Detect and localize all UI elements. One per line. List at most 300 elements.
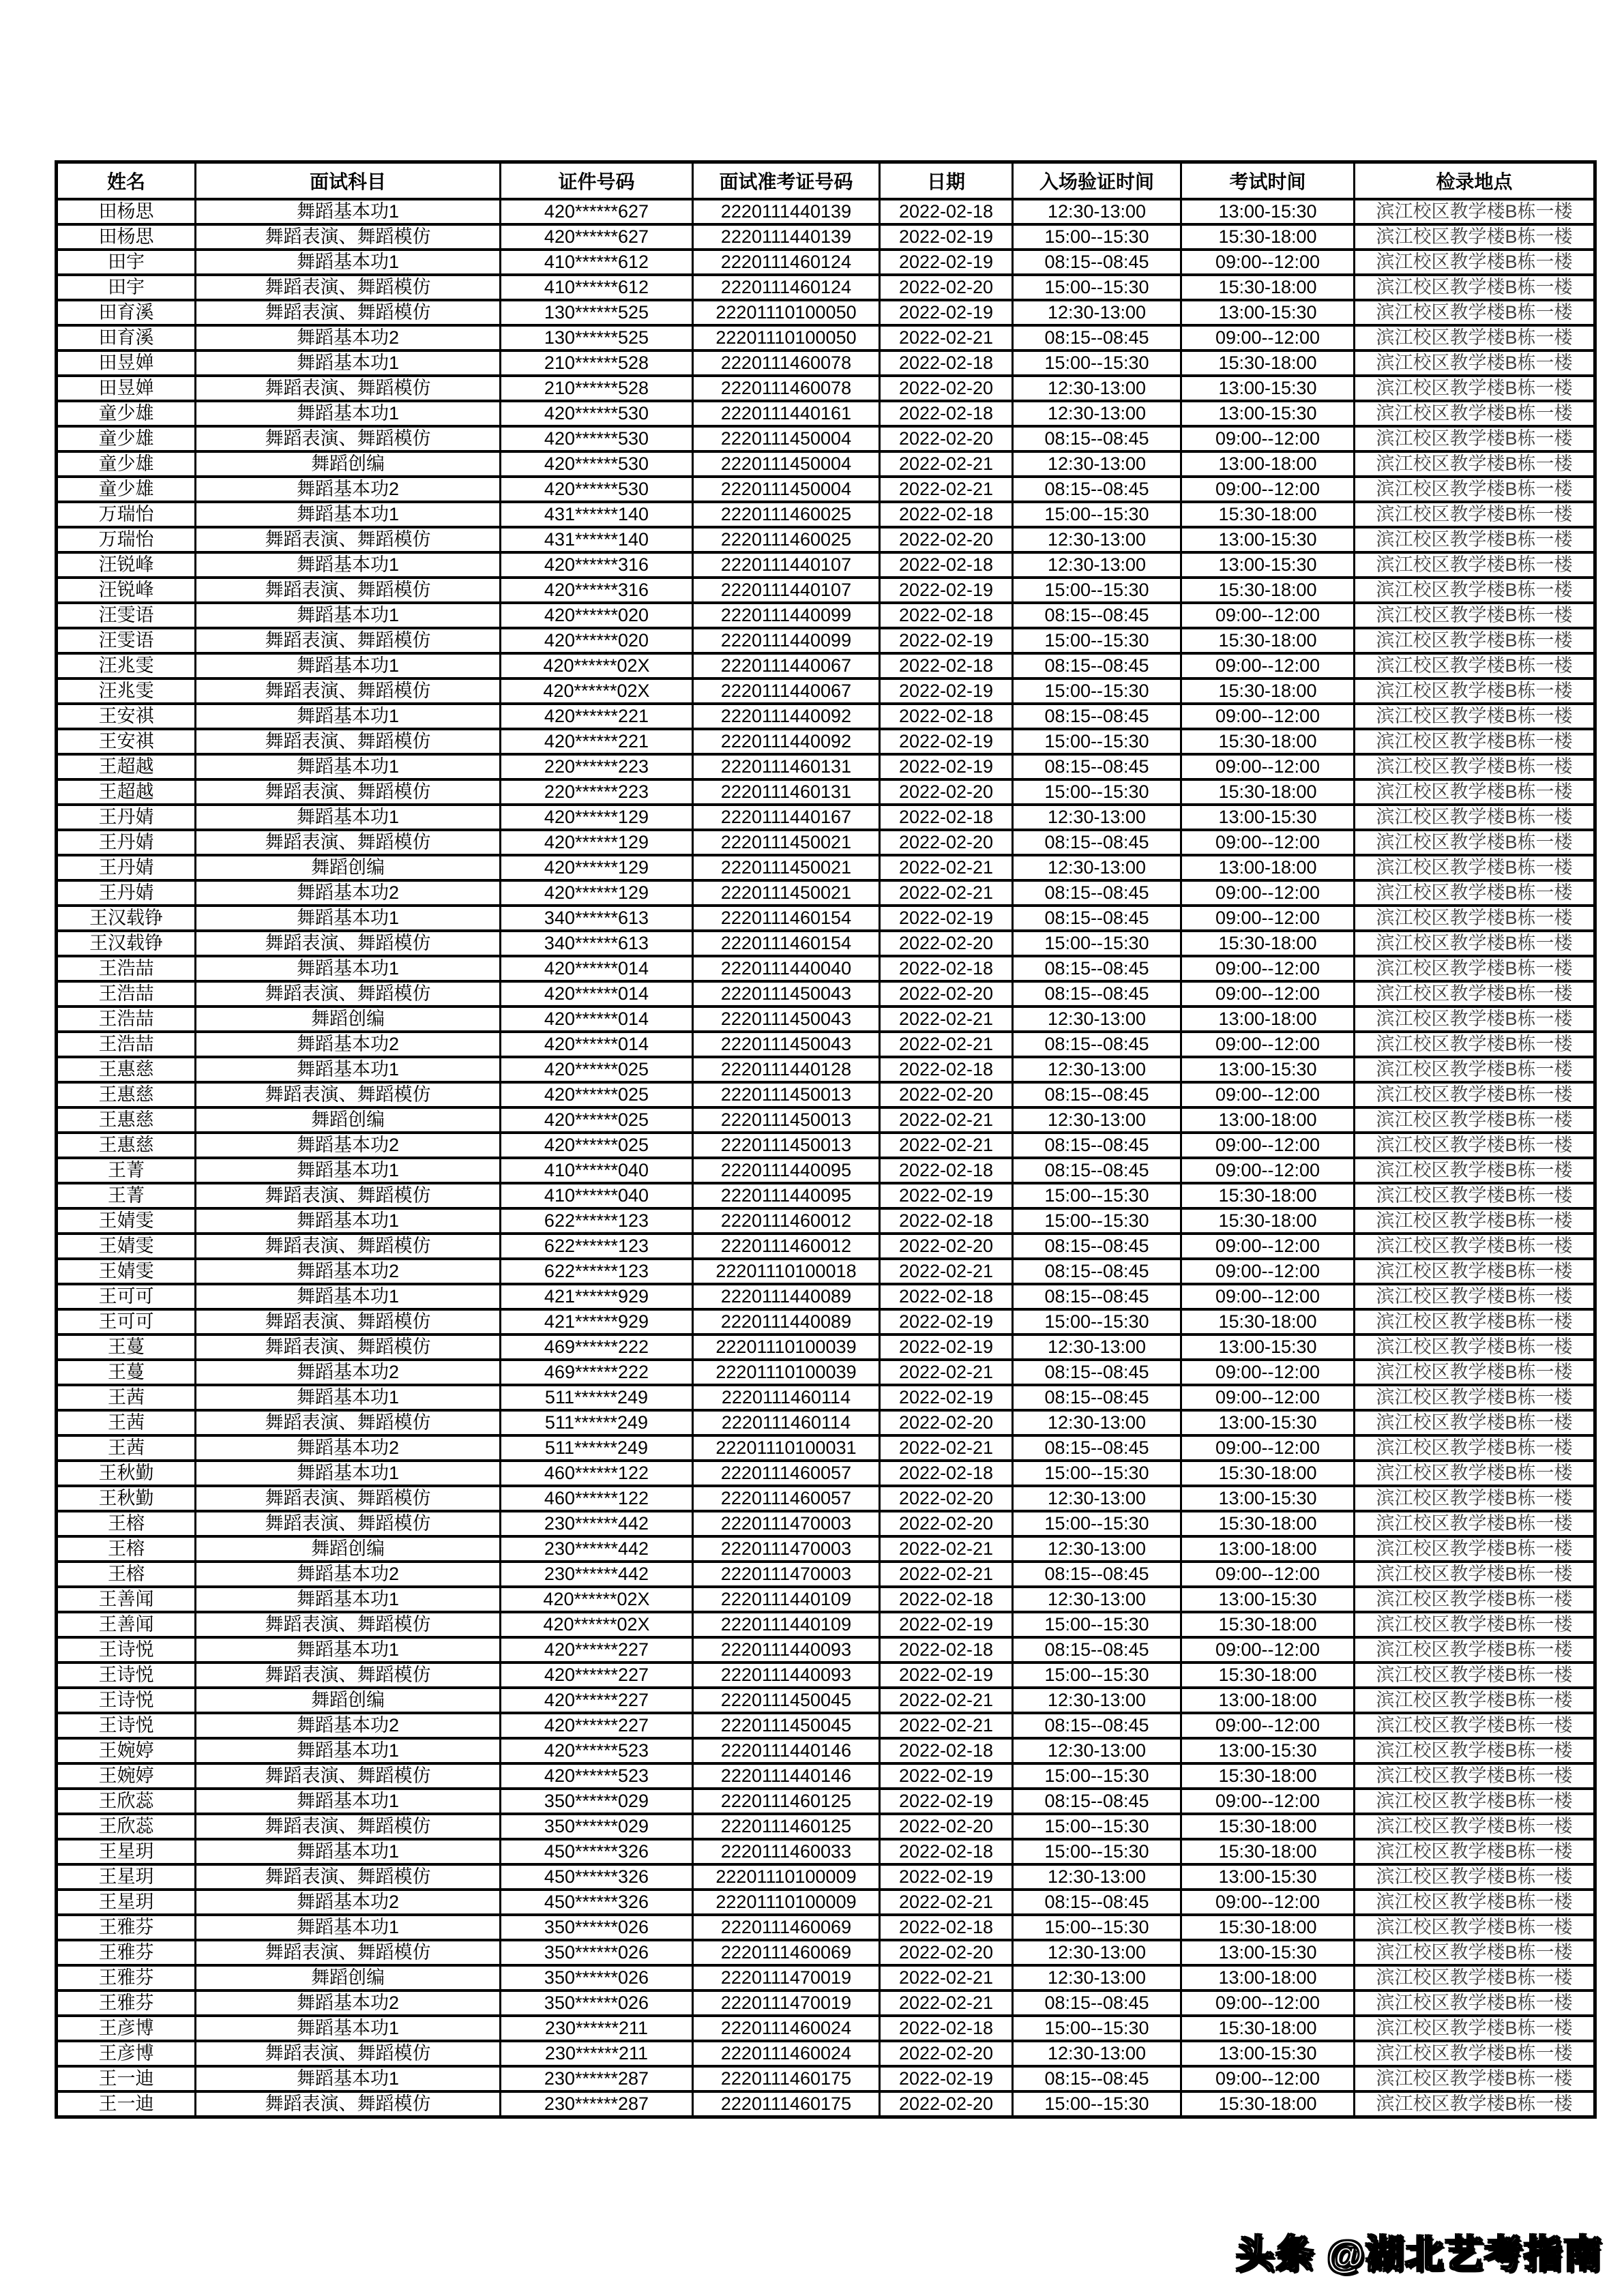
cell-location: 滨江校区教学楼B栋一楼 (1355, 224, 1595, 250)
cell-exam_time: 15:30-18:00 (1181, 275, 1355, 300)
cell-subject: 舞蹈基本功1 (196, 1839, 501, 1864)
cell-name: 王超越 (57, 754, 196, 779)
table-row (57, 1486, 1595, 1511)
cell-name: 万瑞怡 (57, 527, 196, 552)
cell-subject: 舞蹈基本功2 (196, 1991, 501, 2016)
cell-subject: 舞蹈表演、舞蹈模仿 (196, 1335, 501, 1360)
cell-name: 王浩喆 (57, 956, 196, 981)
cell-exam_time: 13:00-15:30 (1181, 527, 1355, 552)
cell-id_number: 420******014 (501, 1007, 693, 1032)
cell-exam_time: 15:30-18:00 (1181, 1612, 1355, 1637)
cell-entry_time: 08:15--08:45 (1013, 1562, 1181, 1587)
cell-exam_time: 15:30-18:00 (1181, 931, 1355, 956)
cell-subject: 舞蹈基本功1 (196, 351, 501, 376)
cell-exam_time: 09:00--12:00 (1181, 1713, 1355, 1738)
table-row (57, 1360, 1595, 1385)
cell-exam_time: 13:00-18:00 (1181, 1107, 1355, 1133)
cell-exam_time: 09:00--12:00 (1181, 880, 1355, 906)
cell-ticket_number: 2220111450013 (693, 1107, 880, 1133)
cell-exam_time: 13:00-18:00 (1181, 451, 1355, 477)
cell-subject: 舞蹈表演、舞蹈模仿 (196, 1183, 501, 1208)
cell-name: 童少雄 (57, 401, 196, 426)
table-row (57, 1284, 1595, 1309)
cell-entry_time: 15:00--15:30 (1013, 502, 1181, 527)
cell-name: 王安祺 (57, 704, 196, 729)
cell-id_number: 420******316 (501, 552, 693, 578)
cell-subject: 舞蹈基本功1 (196, 704, 501, 729)
cell-ticket_number: 2220111440093 (693, 1637, 880, 1663)
cell-ticket_number: 22201110100009 (693, 1864, 880, 1890)
cell-location: 滨江校区教学楼B栋一楼 (1355, 351, 1595, 376)
cell-subject: 舞蹈基本功1 (196, 1789, 501, 1814)
cell-ticket_number: 2220111460033 (693, 1839, 880, 1864)
cell-name: 王诗悦 (57, 1637, 196, 1663)
cell-ticket_number: 2220111460078 (693, 351, 880, 376)
cell-subject: 舞蹈基本功1 (196, 1587, 501, 1612)
cell-subject: 舞蹈基本功1 (196, 250, 501, 275)
cell-ticket_number: 2220111440107 (693, 578, 880, 603)
cell-ticket_number: 22201110100009 (693, 1890, 880, 1915)
cell-subject: 舞蹈表演、舞蹈模仿 (196, 1082, 501, 1107)
table-row (57, 1511, 1595, 1536)
exam-schedule-table (55, 160, 1597, 2119)
cell-subject: 舞蹈基本功1 (196, 805, 501, 830)
cell-date: 2022-02-19 (880, 1385, 1013, 1410)
table-row (57, 1890, 1595, 1915)
table-row (57, 956, 1595, 981)
cell-location: 滨江校区教学楼B栋一楼 (1355, 1208, 1595, 1234)
table-row (57, 1688, 1595, 1713)
cell-entry_time: 12:30-13:00 (1013, 1864, 1181, 1890)
cell-ticket_number: 2220111450021 (693, 830, 880, 855)
cell-location: 滨江校区教学楼B栋一楼 (1355, 1839, 1595, 1864)
cell-name: 王一迪 (57, 2091, 196, 2117)
cell-exam_time: 09:00--12:00 (1181, 1789, 1355, 1814)
cell-entry_time: 15:00--15:30 (1013, 224, 1181, 250)
cell-entry_time: 12:30-13:00 (1013, 1486, 1181, 1511)
table-row (57, 1335, 1595, 1360)
cell-location: 滨江校区教学楼B栋一楼 (1355, 1234, 1595, 1259)
cell-date: 2022-02-21 (880, 1688, 1013, 1713)
table-row (57, 2091, 1595, 2117)
cell-name: 童少雄 (57, 477, 196, 502)
cell-date: 2022-02-19 (880, 1789, 1013, 1814)
cell-date: 2022-02-20 (880, 931, 1013, 956)
table-body (57, 199, 1595, 2117)
cell-location: 滨江校区教学楼B栋一楼 (1355, 1107, 1595, 1133)
cell-id_number: 420******227 (501, 1688, 693, 1713)
cell-subject: 舞蹈表演、舞蹈模仿 (196, 1309, 501, 1335)
cell-name: 田育溪 (57, 300, 196, 325)
cell-name: 田宇 (57, 250, 196, 275)
cell-id_number: 511******249 (501, 1385, 693, 1410)
cell-date: 2022-02-21 (880, 1259, 1013, 1284)
cell-entry_time: 08:15--08:45 (1013, 880, 1181, 906)
cell-entry_time: 12:30-13:00 (1013, 552, 1181, 578)
cell-location: 滨江校区教学楼B栋一楼 (1355, 477, 1595, 502)
table-row (57, 552, 1595, 578)
cell-date: 2022-02-20 (880, 2041, 1013, 2066)
cell-date: 2022-02-21 (880, 1713, 1013, 1738)
cell-name: 王婉婷 (57, 1738, 196, 1763)
cell-exam_time: 09:00--12:00 (1181, 704, 1355, 729)
cell-exam_time: 09:00--12:00 (1181, 1435, 1355, 1461)
cell-ticket_number: 2220111460012 (693, 1208, 880, 1234)
cell-name: 王雅芬 (57, 1915, 196, 1940)
cell-exam_time: 15:30-18:00 (1181, 679, 1355, 704)
cell-location: 滨江校区教学楼B栋一楼 (1355, 401, 1595, 426)
cell-name: 王浩喆 (57, 1032, 196, 1057)
cell-exam_time: 13:00-15:30 (1181, 1864, 1355, 1890)
cell-id_number: 420******129 (501, 880, 693, 906)
cell-entry_time: 15:00--15:30 (1013, 1663, 1181, 1688)
cell-id_number: 230******211 (501, 2016, 693, 2041)
cell-id_number: 420******523 (501, 1763, 693, 1789)
cell-id_number: 622******123 (501, 1208, 693, 1234)
cell-subject: 舞蹈表演、舞蹈模仿 (196, 1511, 501, 1536)
cell-exam_time: 13:00-18:00 (1181, 1688, 1355, 1713)
cell-date: 2022-02-18 (880, 401, 1013, 426)
cell-location: 滨江校区教学楼B栋一楼 (1355, 552, 1595, 578)
cell-location: 滨江校区教学楼B栋一楼 (1355, 1612, 1595, 1637)
cell-subject: 舞蹈基本功2 (196, 880, 501, 906)
cell-location: 滨江校区教学楼B栋一楼 (1355, 1688, 1595, 1713)
cell-ticket_number: 2220111440146 (693, 1738, 880, 1763)
cell-subject: 舞蹈创编 (196, 1688, 501, 1713)
cell-id_number: 420******530 (501, 401, 693, 426)
cell-id_number: 350******026 (501, 1965, 693, 1991)
table-row (57, 527, 1595, 552)
cell-ticket_number: 2220111440092 (693, 704, 880, 729)
cell-subject: 舞蹈表演、舞蹈模仿 (196, 1663, 501, 1688)
cell-exam_time: 15:30-18:00 (1181, 502, 1355, 527)
cell-ticket_number: 2220111450043 (693, 981, 880, 1007)
table-row (57, 1991, 1595, 2016)
cell-exam_time: 15:30-18:00 (1181, 1208, 1355, 1234)
cell-entry_time: 08:15--08:45 (1013, 956, 1181, 981)
cell-location: 滨江校区教学楼B栋一楼 (1355, 1082, 1595, 1107)
cell-location: 滨江校区教学楼B栋一楼 (1355, 199, 1595, 224)
cell-name: 王彦博 (57, 2041, 196, 2066)
cell-entry_time: 08:15--08:45 (1013, 1360, 1181, 1385)
table-row (57, 351, 1595, 376)
cell-location: 滨江校区教学楼B栋一楼 (1355, 956, 1595, 981)
cell-date: 2022-02-18 (880, 1208, 1013, 1234)
table-row (57, 729, 1595, 754)
cell-date: 2022-02-20 (880, 275, 1013, 300)
cell-entry_time: 15:00--15:30 (1013, 1309, 1181, 1335)
cell-ticket_number: 2220111460175 (693, 2066, 880, 2091)
cell-subject: 舞蹈创编 (196, 1107, 501, 1133)
table-row (57, 426, 1595, 451)
cell-name: 王可可 (57, 1309, 196, 1335)
cell-date: 2022-02-19 (880, 628, 1013, 653)
cell-name: 汪雯语 (57, 628, 196, 653)
cell-id_number: 420******02X (501, 653, 693, 679)
table-row (57, 1309, 1595, 1335)
cell-entry_time: 12:30-13:00 (1013, 1688, 1181, 1713)
cell-ticket_number: 2220111460025 (693, 527, 880, 552)
cell-date: 2022-02-21 (880, 1536, 1013, 1562)
cell-ticket_number: 2220111460124 (693, 275, 880, 300)
cell-location: 滨江校区教学楼B栋一楼 (1355, 1637, 1595, 1663)
cell-entry_time: 12:30-13:00 (1013, 1738, 1181, 1763)
cell-name: 王婧雯 (57, 1234, 196, 1259)
cell-entry_time: 08:15--08:45 (1013, 1158, 1181, 1183)
cell-ticket_number: 22201110100031 (693, 1435, 880, 1461)
table-row (57, 1814, 1595, 1839)
cell-ticket_number: 2220111470019 (693, 1991, 880, 2016)
cell-location: 滨江校区教学楼B栋一楼 (1355, 2016, 1595, 2041)
cell-name: 王汉载铮 (57, 906, 196, 931)
table-row (57, 1789, 1595, 1814)
table-row (57, 1940, 1595, 1965)
cell-subject: 舞蹈表演、舞蹈模仿 (196, 578, 501, 603)
cell-ticket_number: 2220111440089 (693, 1284, 880, 1309)
cell-id_number: 420******627 (501, 199, 693, 224)
cell-entry_time: 15:00--15:30 (1013, 1915, 1181, 1940)
cell-id_number: 511******249 (501, 1410, 693, 1435)
cell-name: 万瑞怡 (57, 502, 196, 527)
cell-name: 王茜 (57, 1385, 196, 1410)
cell-exam_time: 13:00-15:30 (1181, 401, 1355, 426)
col-header-date: 日期 (880, 162, 1013, 200)
cell-entry_time: 08:15--08:45 (1013, 477, 1181, 502)
table-row (57, 931, 1595, 956)
cell-location: 滨江校区教学楼B栋一楼 (1355, 426, 1595, 451)
cell-location: 滨江校区教学楼B栋一楼 (1355, 1057, 1595, 1082)
cell-id_number: 210******528 (501, 376, 693, 401)
cell-id_number: 460******122 (501, 1486, 693, 1511)
cell-ticket_number: 2220111460012 (693, 1234, 880, 1259)
cell-exam_time: 09:00--12:00 (1181, 1032, 1355, 1057)
cell-exam_time: 15:30-18:00 (1181, 224, 1355, 250)
cell-ticket_number: 2220111440095 (693, 1158, 880, 1183)
cell-entry_time: 12:30-13:00 (1013, 300, 1181, 325)
cell-subject: 舞蹈基本功1 (196, 1738, 501, 1763)
cell-entry_time: 08:15--08:45 (1013, 981, 1181, 1007)
cell-name: 汪锐峰 (57, 578, 196, 603)
cell-name: 王星玥 (57, 1890, 196, 1915)
cell-entry_time: 15:00--15:30 (1013, 1511, 1181, 1536)
col-header-exam-time: 考试时间 (1181, 162, 1355, 200)
cell-id_number: 511******249 (501, 1435, 693, 1461)
cell-entry_time: 15:00--15:30 (1013, 275, 1181, 300)
cell-date: 2022-02-20 (880, 1486, 1013, 1511)
cell-name: 王榕 (57, 1511, 196, 1536)
cell-date: 2022-02-18 (880, 603, 1013, 628)
cell-location: 滨江校区教学楼B栋一楼 (1355, 1814, 1595, 1839)
cell-name: 王善闻 (57, 1612, 196, 1637)
cell-location: 滨江校区教学楼B栋一楼 (1355, 1486, 1595, 1511)
cell-name: 王可可 (57, 1284, 196, 1309)
cell-id_number: 450******326 (501, 1839, 693, 1864)
cell-date: 2022-02-18 (880, 1915, 1013, 1940)
cell-entry_time: 15:00--15:30 (1013, 1183, 1181, 1208)
cell-date: 2022-02-21 (880, 1991, 1013, 2016)
table-row (57, 1562, 1595, 1587)
cell-subject: 舞蹈创编 (196, 1536, 501, 1562)
cell-id_number: 420******020 (501, 603, 693, 628)
table-row (57, 830, 1595, 855)
cell-exam_time: 09:00--12:00 (1181, 1385, 1355, 1410)
cell-id_number: 210******528 (501, 351, 693, 376)
cell-name: 王榕 (57, 1562, 196, 1587)
cell-subject: 舞蹈基本功1 (196, 1057, 501, 1082)
cell-exam_time: 13:00-18:00 (1181, 855, 1355, 880)
table-row (57, 1612, 1595, 1637)
cell-id_number: 230******442 (501, 1536, 693, 1562)
table-row (57, 1713, 1595, 1738)
cell-location: 滨江校区教学楼B栋一楼 (1355, 1991, 1595, 2016)
cell-location: 滨江校区教学楼B栋一楼 (1355, 653, 1595, 679)
cell-ticket_number: 2220111440040 (693, 956, 880, 981)
cell-location: 滨江校区教学楼B栋一楼 (1355, 1763, 1595, 1789)
table-row (57, 653, 1595, 679)
cell-location: 滨江校区教学楼B栋一楼 (1355, 1309, 1595, 1335)
cell-exam_time: 09:00--12:00 (1181, 1234, 1355, 1259)
cell-id_number: 420******025 (501, 1057, 693, 1082)
cell-id_number: 230******442 (501, 1562, 693, 1587)
cell-date: 2022-02-21 (880, 1107, 1013, 1133)
cell-ticket_number: 2220111440099 (693, 628, 880, 653)
cell-name: 童少雄 (57, 426, 196, 451)
cell-name: 田杨思 (57, 199, 196, 224)
cell-exam_time: 09:00--12:00 (1181, 603, 1355, 628)
cell-entry_time: 12:30-13:00 (1013, 1057, 1181, 1082)
cell-ticket_number: 2220111470019 (693, 1965, 880, 1991)
cell-id_number: 420******530 (501, 451, 693, 477)
cell-id_number: 130******525 (501, 325, 693, 351)
cell-ticket_number: 2220111450043 (693, 1032, 880, 1057)
cell-entry_time: 12:30-13:00 (1013, 451, 1181, 477)
cell-date: 2022-02-21 (880, 325, 1013, 351)
table-row (57, 704, 1595, 729)
cell-location: 滨江校区教学楼B栋一楼 (1355, 1133, 1595, 1158)
cell-exam_time: 13:00-15:30 (1181, 805, 1355, 830)
cell-location: 滨江校区教学楼B栋一楼 (1355, 754, 1595, 779)
table-row (57, 376, 1595, 401)
cell-entry_time: 12:30-13:00 (1013, 376, 1181, 401)
cell-ticket_number: 2220111460114 (693, 1410, 880, 1435)
cell-date: 2022-02-20 (880, 1410, 1013, 1435)
cell-location: 滨江校区教学楼B栋一楼 (1355, 275, 1595, 300)
cell-entry_time: 12:30-13:00 (1013, 1940, 1181, 1965)
cell-id_number: 420******02X (501, 679, 693, 704)
table-row (57, 1259, 1595, 1284)
cell-location: 滨江校区教学楼B栋一楼 (1355, 1915, 1595, 1940)
cell-exam_time: 09:00--12:00 (1181, 830, 1355, 855)
cell-ticket_number: 22201110100039 (693, 1360, 880, 1385)
cell-ticket_number: 2220111460131 (693, 754, 880, 779)
cell-location: 滨江校区教学楼B栋一楼 (1355, 729, 1595, 754)
cell-name: 王蔓 (57, 1335, 196, 1360)
cell-entry_time: 08:15--08:45 (1013, 1385, 1181, 1410)
cell-id_number: 420******020 (501, 628, 693, 653)
col-header-ticket-number: 面试准考证号码 (693, 162, 880, 200)
cell-id_number: 230******211 (501, 2041, 693, 2066)
cell-id_number: 350******026 (501, 1915, 693, 1940)
cell-location: 滨江校区教学楼B栋一楼 (1355, 376, 1595, 401)
cell-id_number: 420******530 (501, 426, 693, 451)
col-header-id-number: 证件号码 (501, 162, 693, 200)
cell-id_number: 420******02X (501, 1587, 693, 1612)
cell-location: 滨江校区教学楼B栋一楼 (1355, 1965, 1595, 1991)
cell-id_number: 410******612 (501, 275, 693, 300)
cell-entry_time: 12:30-13:00 (1013, 805, 1181, 830)
col-header-location: 检录地点 (1355, 162, 1595, 200)
cell-date: 2022-02-19 (880, 729, 1013, 754)
cell-location: 滨江校区教学楼B栋一楼 (1355, 1284, 1595, 1309)
cell-subject: 舞蹈表演、舞蹈模仿 (196, 1410, 501, 1435)
cell-name: 王惠慈 (57, 1057, 196, 1082)
cell-name: 王榕 (57, 1536, 196, 1562)
table-row (57, 451, 1595, 477)
cell-subject: 舞蹈基本功1 (196, 1637, 501, 1663)
cell-entry_time: 08:15--08:45 (1013, 830, 1181, 855)
cell-name: 王婧雯 (57, 1259, 196, 1284)
cell-entry_time: 08:15--08:45 (1013, 1234, 1181, 1259)
cell-subject: 舞蹈表演、舞蹈模仿 (196, 1763, 501, 1789)
cell-location: 滨江校区教学楼B栋一楼 (1355, 578, 1595, 603)
cell-exam_time: 09:00--12:00 (1181, 754, 1355, 779)
cell-ticket_number: 2220111470003 (693, 1562, 880, 1587)
cell-ticket_number: 2220111440099 (693, 603, 880, 628)
cell-exam_time: 09:00--12:00 (1181, 2066, 1355, 2091)
cell-name: 田宇 (57, 275, 196, 300)
table-row (57, 1107, 1595, 1133)
cell-subject: 舞蹈表演、舞蹈模仿 (196, 1612, 501, 1637)
cell-id_number: 420******627 (501, 224, 693, 250)
cell-id_number: 230******287 (501, 2066, 693, 2091)
cell-entry_time: 08:15--08:45 (1013, 1713, 1181, 1738)
cell-id_number: 450******326 (501, 1890, 693, 1915)
cell-ticket_number: 2220111450043 (693, 1007, 880, 1032)
cell-date: 2022-02-18 (880, 653, 1013, 679)
cell-ticket_number: 2220111450045 (693, 1713, 880, 1738)
cell-entry_time: 15:00--15:30 (1013, 931, 1181, 956)
cell-date: 2022-02-18 (880, 2016, 1013, 2041)
cell-date: 2022-02-20 (880, 527, 1013, 552)
cell-location: 滨江校区教学楼B栋一楼 (1355, 300, 1595, 325)
cell-location: 滨江校区教学楼B栋一楼 (1355, 679, 1595, 704)
cell-entry_time: 08:15--08:45 (1013, 1637, 1181, 1663)
cell-ticket_number: 22201110100039 (693, 1335, 880, 1360)
cell-entry_time: 12:30-13:00 (1013, 1410, 1181, 1435)
table-row (57, 880, 1595, 906)
cell-exam_time: 15:30-18:00 (1181, 1309, 1355, 1335)
cell-date: 2022-02-18 (880, 956, 1013, 981)
cell-id_number: 350******029 (501, 1814, 693, 1839)
cell-date: 2022-02-19 (880, 224, 1013, 250)
cell-ticket_number: 2220111470003 (693, 1511, 880, 1536)
cell-ticket_number: 2220111440067 (693, 679, 880, 704)
cell-name: 王婧雯 (57, 1208, 196, 1234)
cell-exam_time: 09:00--12:00 (1181, 426, 1355, 451)
cell-id_number: 410******612 (501, 250, 693, 275)
cell-location: 滨江校区教学楼B栋一楼 (1355, 527, 1595, 552)
cell-entry_time: 15:00--15:30 (1013, 578, 1181, 603)
cell-entry_time: 12:30-13:00 (1013, 1107, 1181, 1133)
cell-date: 2022-02-18 (880, 199, 1013, 224)
cell-entry_time: 12:30-13:00 (1013, 2041, 1181, 2066)
cell-location: 滨江校区教学楼B栋一楼 (1355, 1789, 1595, 1814)
cell-ticket_number: 22201110100050 (693, 325, 880, 351)
cell-subject: 舞蹈表演、舞蹈模仿 (196, 376, 501, 401)
cell-subject: 舞蹈基本功1 (196, 906, 501, 931)
cell-location: 滨江校区教学楼B栋一楼 (1355, 1738, 1595, 1763)
cell-name: 王星玥 (57, 1839, 196, 1864)
